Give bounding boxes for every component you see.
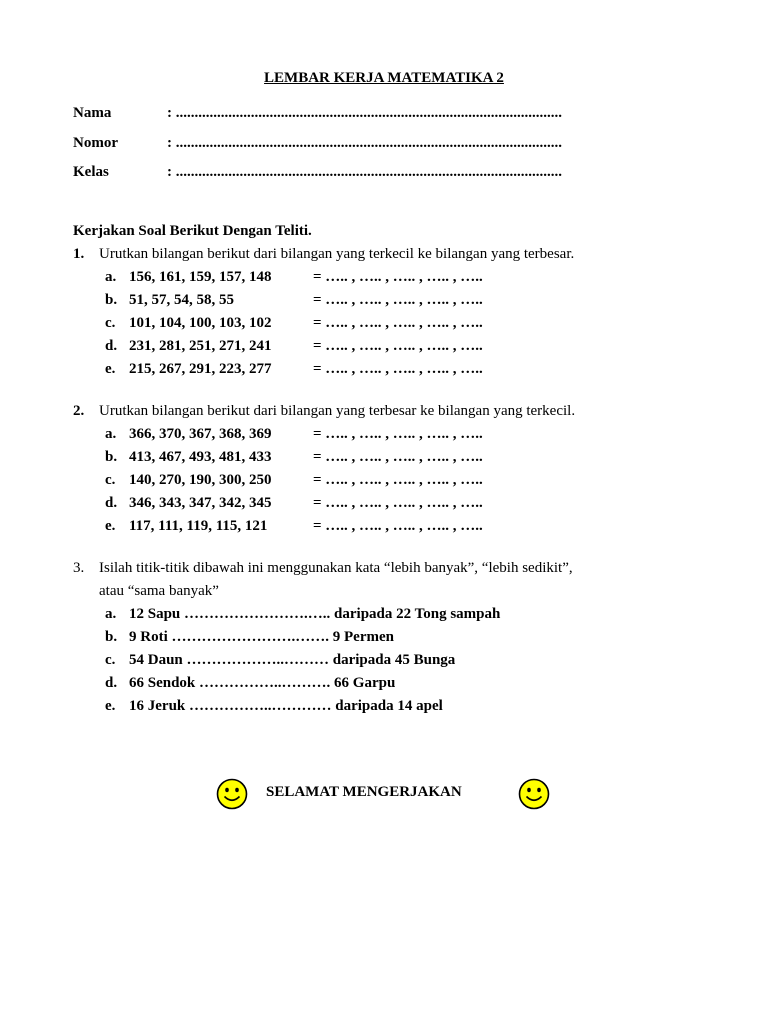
item-numbers: 140, 270, 190, 300, 250 (129, 472, 272, 488)
field-blank: : ....................................................................................................... (167, 105, 562, 121)
field-label: Nama (73, 105, 112, 121)
item-answer-blank: = ….. , ….. , ….. , ….. , ….. (313, 269, 483, 285)
item-answer-blank: = ….. , ….. , ….. , ….. , ….. (313, 292, 483, 308)
list-item (73, 603, 693, 626)
question-number: 3. (73, 560, 85, 576)
item-text: 66 Sendok ……………..………. 66 Garpu (129, 675, 396, 691)
question-text-continued: atau “sama banyak” (99, 583, 219, 599)
question-1-block (73, 220, 693, 381)
item-letter: d. (105, 675, 118, 691)
item-text: 16 Jeruk ……………..………… daripada 14 apel (129, 698, 443, 714)
list-item (73, 649, 693, 672)
list-item (73, 446, 693, 469)
field-nomor (73, 135, 562, 152)
question-2 (73, 400, 693, 423)
item-text: 54 Daun ………………..……… daripada 45 Bunga (129, 652, 456, 668)
item-text: 12 Sapu …………………….….. daripada 22 Tong sampah (129, 606, 501, 622)
list-item (73, 492, 693, 515)
item-answer-blank: = ….. , ….. , ….. , ….. , ….. (313, 518, 483, 534)
list-item (73, 358, 693, 381)
item-answer-blank: = ….. , ….. , ….. , ….. , ….. (313, 361, 483, 377)
item-answer-blank: = ….. , ….. , ….. , ….. , ….. (313, 338, 483, 354)
field-label: Kelas (73, 164, 109, 180)
item-text: 9 Roti …………………….……. 9 Permen (129, 629, 394, 645)
item-numbers: 413, 467, 493, 481, 433 (129, 449, 272, 465)
item-letter: c. (105, 315, 116, 331)
field-blank: : ....................................................................................................... (167, 164, 562, 180)
list-item (73, 266, 693, 289)
item-numbers: 346, 343, 347, 342, 345 (129, 495, 272, 511)
item-answer-blank: = ….. , ….. , ….. , ….. , ….. (313, 472, 483, 488)
question-2-block (73, 400, 693, 538)
list-item (73, 515, 693, 538)
item-answer-blank: = ….. , ….. , ….. , ….. , ….. (313, 449, 483, 465)
list-item (73, 335, 693, 358)
item-numbers: 215, 267, 291, 223, 277 (129, 361, 272, 377)
item-numbers: 231, 281, 251, 271, 241 (129, 338, 272, 354)
item-letter: a. (105, 269, 117, 285)
question-3 (73, 557, 693, 580)
item-letter: b. (105, 449, 118, 465)
question-text: Isilah titik-titik dibawah ini menggunakan kata “lebih banyak”, “lebih sedikit”, (99, 560, 573, 576)
question-text: Urutkan bilangan berikut dari bilangan yang terbesar ke bilangan yang terkecil. (99, 403, 576, 419)
list-item (73, 626, 693, 649)
question-3-block (73, 557, 693, 718)
item-answer-blank: = ….. , ….. , ….. , ….. , ….. (313, 315, 483, 331)
item-letter: b. (105, 629, 118, 645)
item-numbers: 51, 57, 54, 58, 55 (129, 292, 234, 308)
list-item (73, 312, 693, 335)
field-nama (73, 105, 562, 122)
item-letter: e. (105, 698, 116, 714)
question-1 (73, 243, 693, 266)
closing-row (0, 778, 768, 810)
question-text: Urutkan bilangan berikut dari bilangan yang terkecil ke bilangan yang terbesar. (99, 246, 575, 262)
list-item (73, 695, 693, 718)
item-letter: c. (105, 652, 116, 668)
smiley-face-icon (518, 778, 550, 810)
item-answer-blank: = ….. , ….. , ….. , ….. , ….. (313, 426, 483, 442)
item-answer-blank: = ….. , ….. , ….. , ….. , ….. (313, 495, 483, 511)
field-label: Nomor (73, 135, 118, 151)
field-blank: : ....................................................................................................... (167, 135, 562, 151)
item-numbers: 101, 104, 100, 103, 102 (129, 315, 272, 331)
item-numbers: 117, 111, 119, 115, 121 (129, 518, 268, 534)
item-letter: e. (105, 361, 116, 377)
item-numbers: 366, 370, 367, 368, 369 (129, 426, 272, 442)
closing-text: SELAMAT MENGERJAKAN (266, 784, 462, 800)
list-item (73, 469, 693, 492)
item-letter: a. (105, 606, 117, 622)
item-letter: c. (105, 472, 116, 488)
list-item (73, 672, 693, 695)
list-item (73, 423, 693, 446)
item-letter: a. (105, 426, 117, 442)
item-letter: d. (105, 495, 118, 511)
smiley-face-icon (216, 778, 248, 810)
question-number: 1. (73, 246, 85, 262)
question-number: 2. (73, 403, 85, 419)
page-title: LEMBAR KERJA MATEMATIKA 2 (264, 70, 504, 86)
item-letter: d. (105, 338, 118, 354)
field-kelas (73, 164, 562, 181)
item-letter: e. (105, 518, 116, 534)
item-letter: b. (105, 292, 118, 308)
instruction: Kerjakan Soal Berikut Dengan Teliti. (73, 223, 312, 239)
list-item (73, 289, 693, 312)
item-numbers: 156, 161, 159, 157, 148 (129, 269, 272, 285)
